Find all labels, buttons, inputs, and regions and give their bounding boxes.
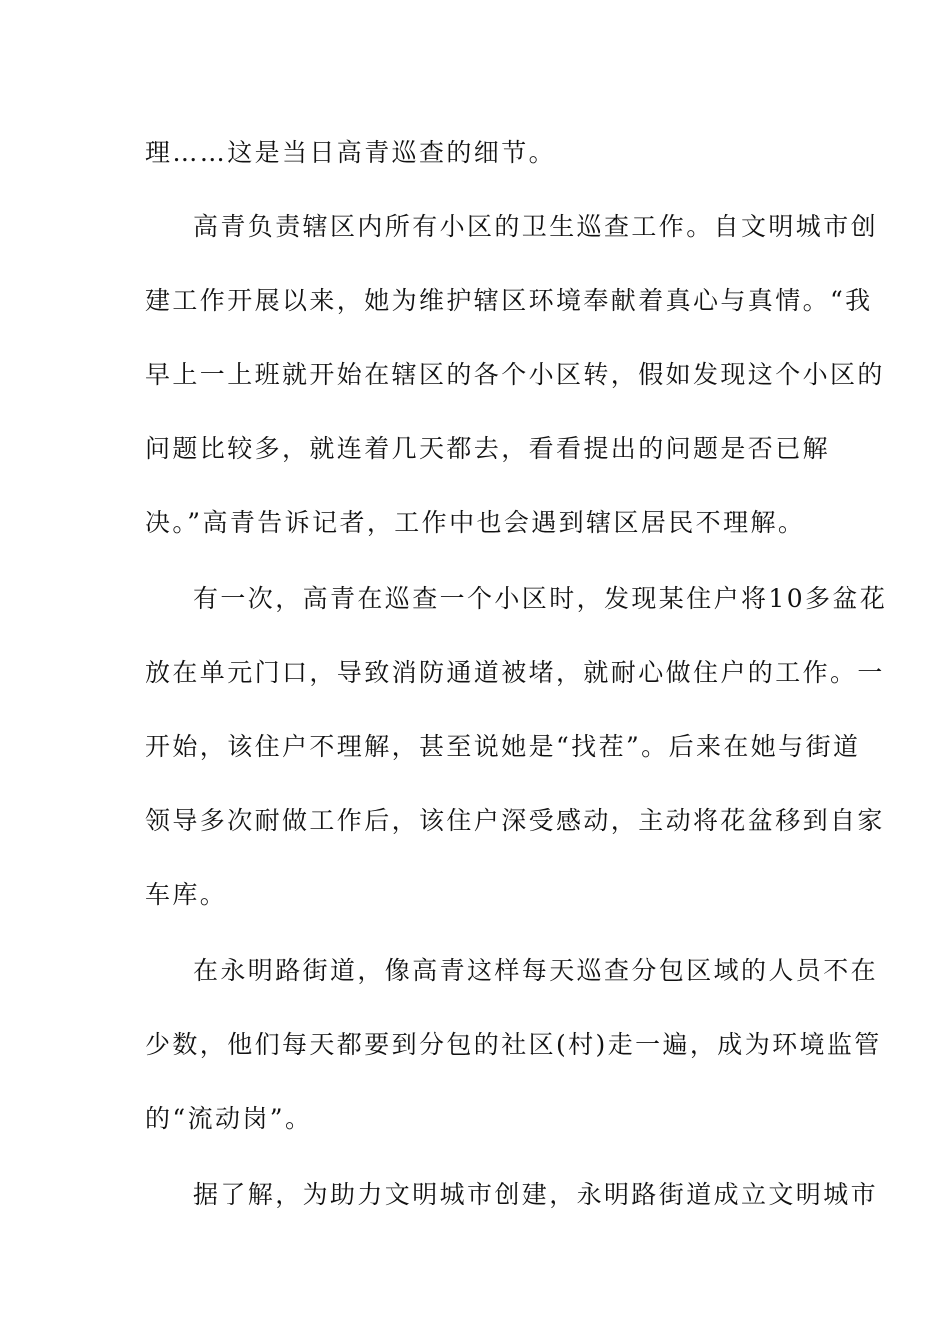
text-line: 决。”高青告诉记者，工作中也会遇到辖区居民不理解。 [145, 508, 806, 537]
text-line: 问题比较多，就连着几天都去，看看提出的问题是否已解 [145, 434, 831, 463]
text-line: 放在单元门口，导致消防通道被堵，就耐心做住户的工作。一 [145, 658, 885, 687]
text-line: 建工作开展以来，她为维护辖区环境奉献着真心与真情。“我 [145, 286, 873, 315]
paragraph-start-line: 在永明路街道，像高青这样每天巡查分包区域的人员不在 [193, 956, 879, 985]
text-line: 少数，他们每天都要到分包的社区(村)走一遍，成为环境监管 [145, 1030, 882, 1059]
text-line: 早上一上班就开始在辖区的各个小区转，假如发现这个小区的 [145, 360, 885, 389]
paragraph-start-line: 据了解，为助力文明城市创建，永明路街道成立文明城市 [193, 1180, 879, 1209]
paragraph-start-line: 高青负责辖区内所有小区的卫生巡查工作。自文明城市创 [193, 212, 879, 241]
paragraph-start-line: 有一次，高青在巡查一个小区时，发现某住户将10多盆花 [193, 584, 888, 613]
text-line: 理……这是当日高青巡查的细节。 [145, 138, 557, 167]
text-line: 的“流动岗”。 [145, 1104, 313, 1133]
text-line: 车库。 [145, 880, 228, 909]
text-line: 开始，该住户不理解，甚至说她是“找茬”。后来在她与街道 [145, 732, 861, 761]
text-line: 领导多次耐做工作后，该住户深受感动，主动将花盆移到自家 [145, 806, 885, 835]
